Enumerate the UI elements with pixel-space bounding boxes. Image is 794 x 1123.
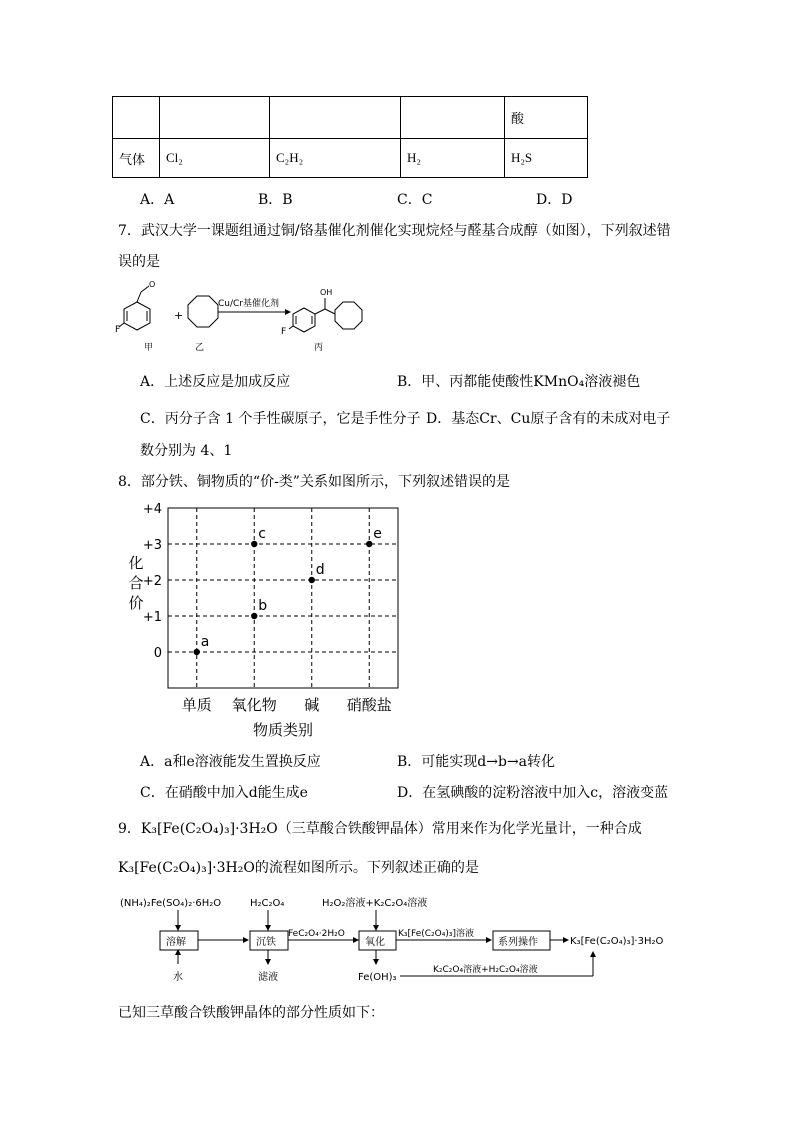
- q7-option-a: A．上述反应是加成反应: [140, 374, 291, 390]
- reagent-table: [112, 96, 588, 178]
- q9-stem-text: （三草酸合铁酸钾晶体）常用来作为化学光量计，一种合成: [277, 821, 642, 837]
- plus-sign: +: [174, 309, 184, 322]
- y-tick-label: 0: [153, 646, 162, 661]
- plot-frame: [168, 508, 398, 688]
- flow-intermediate2: K₃[Fe(C₂O₄)₃]溶液: [398, 929, 474, 939]
- q6-option-b: B．B: [258, 192, 293, 208]
- table-cell: [160, 97, 270, 139]
- q6-option-a: A．A: [140, 192, 175, 208]
- y-tick-label: +2: [142, 574, 162, 589]
- x-axis-title: 物质类别: [252, 721, 314, 739]
- compound-bing: [289, 298, 362, 332]
- table-cell: [270, 97, 401, 139]
- x-category-label: 硝酸盐: [346, 696, 392, 714]
- data-label-b: b: [258, 598, 268, 614]
- q9-stem-text: 的流程如图所示。下列叙述正确的是: [254, 860, 479, 876]
- table-cell: Cl₂: [160, 139, 270, 178]
- data-label-e: e: [373, 526, 382, 542]
- flow-product: K₃[Fe(C₂O₄)₃]·3H₂O: [570, 936, 664, 947]
- fluorine-label: F: [115, 325, 121, 335]
- q6-option-d: D．D: [536, 192, 573, 208]
- q9-formula: K₃[Fe(C₂O₄)₃]·3H₂O: [118, 860, 255, 876]
- compound-jia: [119, 286, 150, 330]
- q8-option-c: C．在硝酸中加入d能生成e: [140, 785, 308, 801]
- q7-option-c: C．丙分子含 1 个手性碳原子，它是手性分子: [140, 411, 421, 427]
- y-tick-label: +3: [142, 538, 162, 553]
- y-tick-label: +1: [142, 610, 162, 625]
- flow-recycle: K₂C₂O₄溶液+H₂C₂O₄溶液: [433, 965, 538, 975]
- table-row: [113, 97, 588, 139]
- fluorine-label: F: [281, 327, 287, 337]
- data-point-a: [194, 649, 200, 655]
- data-label-d: d: [315, 562, 325, 578]
- flow-filtrate-label: 滤液: [258, 972, 278, 983]
- x-category-label: 碱: [304, 696, 320, 714]
- flow-box1-label: 溶解: [166, 937, 186, 948]
- catalyst-label: Cu/Cr基催化剂: [218, 299, 280, 309]
- y-axis-title-char: 化: [128, 554, 144, 572]
- flow-water-label: 水: [173, 972, 183, 983]
- reaction-scheme: [115, 280, 415, 355]
- q8-option-d: D．在氢碘酸的淀粉溶液中加入c，溶液变蓝: [397, 785, 669, 801]
- table-cell: 酸: [505, 97, 588, 139]
- q7-option-b: B．甲、丙都能使酸性KMnO₄溶液褪色: [397, 374, 641, 390]
- flow-box3-label: 氧化: [365, 937, 385, 948]
- svg-text:O: O: [149, 280, 156, 289]
- data-label-a: a: [200, 634, 210, 650]
- label-jia: 甲: [144, 343, 154, 353]
- table-row: [113, 139, 588, 178]
- table-cell: [401, 97, 505, 139]
- synthesis-flowchart: [118, 892, 688, 992]
- q7-stem-line1: 7．武汉大学一课题组通过铜/铬基催化剂催化实现烷烃与醛基合成醇（如图），下列叙述错: [118, 223, 671, 239]
- data-point-d: [309, 577, 315, 583]
- flow-box4-label: 系列操作: [498, 937, 538, 948]
- q7-stem-line2: 误的是: [118, 254, 160, 270]
- data-point-c: [251, 541, 257, 547]
- flow-reagent2: H₂C₂O₄: [250, 898, 285, 909]
- q9-formula: K₃[Fe(C₂O₄)₃]·3H₂O: [140, 821, 278, 837]
- flow-byproduct: Fe(OH)₃: [358, 972, 397, 983]
- q8-stem: 8．部分铁、铜物质的“价-类”关系如图所示，下列叙述错误的是: [118, 474, 510, 490]
- label-bing: 丙: [314, 343, 324, 353]
- x-category-label: 单质: [181, 696, 212, 714]
- table-cell: H₂: [401, 139, 505, 178]
- compound-yi: [188, 296, 218, 327]
- q8-option-b: B．可能实现d→b→a转化: [397, 754, 556, 770]
- flow-box2-label: 沉铁: [256, 937, 276, 948]
- flow-intermediate1: FeC₂O₄·2H₂O: [288, 929, 345, 939]
- q8-option-a: A．a和e溶液能发生置换反应: [140, 754, 321, 770]
- hydroxyl-label: OH: [320, 288, 333, 297]
- q9-stem-line2: [118, 857, 479, 877]
- table-cell: [113, 97, 160, 139]
- q7-option-d-line1: D．基态Cr、Cu原子含有的未成对电子: [426, 411, 671, 427]
- data-point-b: [251, 613, 257, 619]
- flow-reagent3: H₂O₂溶液+K₂C₂O₄溶液: [322, 898, 428, 909]
- label-yi: 乙: [195, 343, 205, 353]
- q7-option-d-line2: 数分别为 4、1: [140, 443, 233, 459]
- y-tick-label: +4: [142, 502, 162, 517]
- q6-option-c: C．C: [397, 192, 433, 208]
- q9-stem-line1: [118, 818, 642, 838]
- table-cell: C₂H₂: [270, 139, 401, 178]
- y-axis-title-char: 合: [128, 574, 144, 592]
- valence-class-chart: [118, 496, 418, 741]
- table-cell: H₂S: [505, 139, 588, 178]
- y-axis-title-char: 价: [128, 594, 144, 612]
- q9-known-properties: 已知三草酸合铁酸钾晶体的部分性质如下：: [118, 1005, 384, 1021]
- x-category-label: 氧化物: [231, 696, 277, 714]
- flow-start-material: (NH₄)₂Fe(SO₄)₂·6H₂O: [120, 898, 222, 909]
- data-point-e: [366, 541, 372, 547]
- data-label-c: c: [258, 526, 266, 542]
- table-cell: 气体: [113, 139, 160, 178]
- q9-number: 9．: [118, 821, 141, 837]
